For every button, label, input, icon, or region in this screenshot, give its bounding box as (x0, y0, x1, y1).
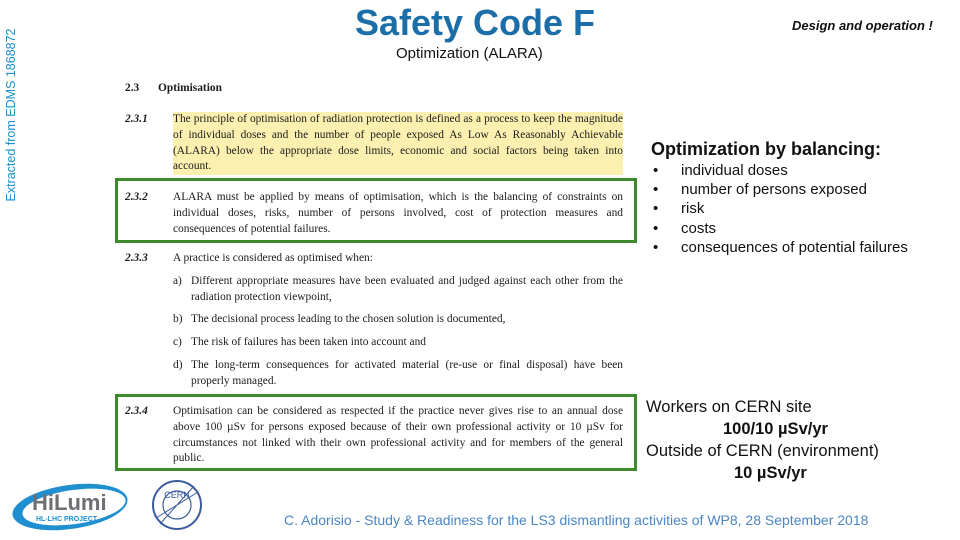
bullet-text: risk (681, 200, 705, 218)
item-text: Different appropriate measures have been evaluated and judged against each other from the radiation protection viewpoint, (191, 275, 623, 303)
clause-text: Optimisation can be considered as respected if the practice never gives rise to an annual dose above 100 µSv for persons exposed because of their own professional activity or 10 µSv for circumstances not linked with their own professional activity and for members of the general public. (173, 405, 623, 465)
list-item (651, 219, 931, 238)
list-item (651, 180, 931, 199)
slide-tagline: Design and operation ! (792, 18, 933, 33)
hilumi-logo-text: HiLumi (32, 490, 107, 515)
clause-number: 2.3.2 (125, 191, 148, 203)
list-item (651, 199, 931, 218)
cern-logo (150, 478, 204, 532)
slide-title: Safety Code F (355, 2, 596, 43)
bullet-icon: • (653, 181, 659, 199)
clause-text: A practice is considered as optimised when: (173, 252, 373, 264)
cern-logo-text: CERN (164, 490, 190, 500)
edms-side-tag: Extracted from EDMS 1868872 (4, 28, 18, 202)
workers-label: Workers on CERN site (646, 398, 812, 416)
hilumi-logo-subtext: HL-LHC PROJECT (36, 516, 98, 523)
clause-text: ALARA must be applied by means of optimisation, which is the balancing of constraints on individual doses, risks, number of persons involved, cost of protection measures and consequences of potential failures. (173, 191, 623, 235)
public-value: 10 µSv/yr (734, 464, 807, 482)
bullet-icon: • (653, 162, 659, 179)
slide-subtitle: Optimization (ALARA) (396, 45, 543, 62)
clause-number: 2.3.4 (125, 405, 148, 417)
item-label: b) (173, 313, 183, 325)
clause-text-highlighted: The principle of optimisation of radiation protection is defined as a process to keep the magnitude of individual doses and the number of people exposed As Low As Reasonably Achievable (ALARA) below the appropriate dose limits, economic and social factors being taken into account. (173, 112, 623, 175)
balancing-list (651, 161, 931, 257)
section-number: 2.3 (125, 82, 140, 94)
clause-2-3-4-box (115, 394, 637, 471)
balancing-heading: Optimization by balancing: (651, 139, 882, 159)
clause-number: 2.3.1 (125, 113, 148, 125)
footer-credit: C. Adorisio - Study & Readiness for the LS3 dismantling activities of WP8, 28 September 2018 (284, 512, 869, 528)
dose-limits (646, 396, 916, 484)
item-label: d) (173, 359, 183, 371)
item-label: c) (173, 336, 182, 348)
hilumi-logo (10, 477, 132, 533)
bullet-text: consequences of potential failures (681, 238, 908, 256)
item-text: The decisional process leading to the chosen solution is documented, (191, 313, 506, 325)
bullet-icon: • (653, 200, 659, 218)
bullet-icon: • (653, 219, 659, 237)
bullet-text: number of persons exposed (681, 181, 867, 199)
list-item (651, 161, 931, 180)
public-label: Outside of CERN (environment) (646, 442, 879, 460)
bullet-text: costs (681, 219, 717, 237)
item-text: The risk of failures has been taken into account and (191, 336, 427, 348)
workers-value: 100/10 µSv/yr (723, 420, 828, 438)
clause-2-3-2-box (115, 178, 637, 243)
clause-number: 2.3.3 (125, 252, 148, 264)
bullet-icon: • (653, 238, 659, 256)
bullet-text: individual doses (681, 162, 788, 179)
item-text: The long-term consequences for activated material (re-use or final disposal) have been properly managed. (191, 359, 623, 387)
section-title: Optimisation (158, 82, 222, 94)
list-item (651, 238, 931, 257)
item-label: a) (173, 275, 182, 287)
